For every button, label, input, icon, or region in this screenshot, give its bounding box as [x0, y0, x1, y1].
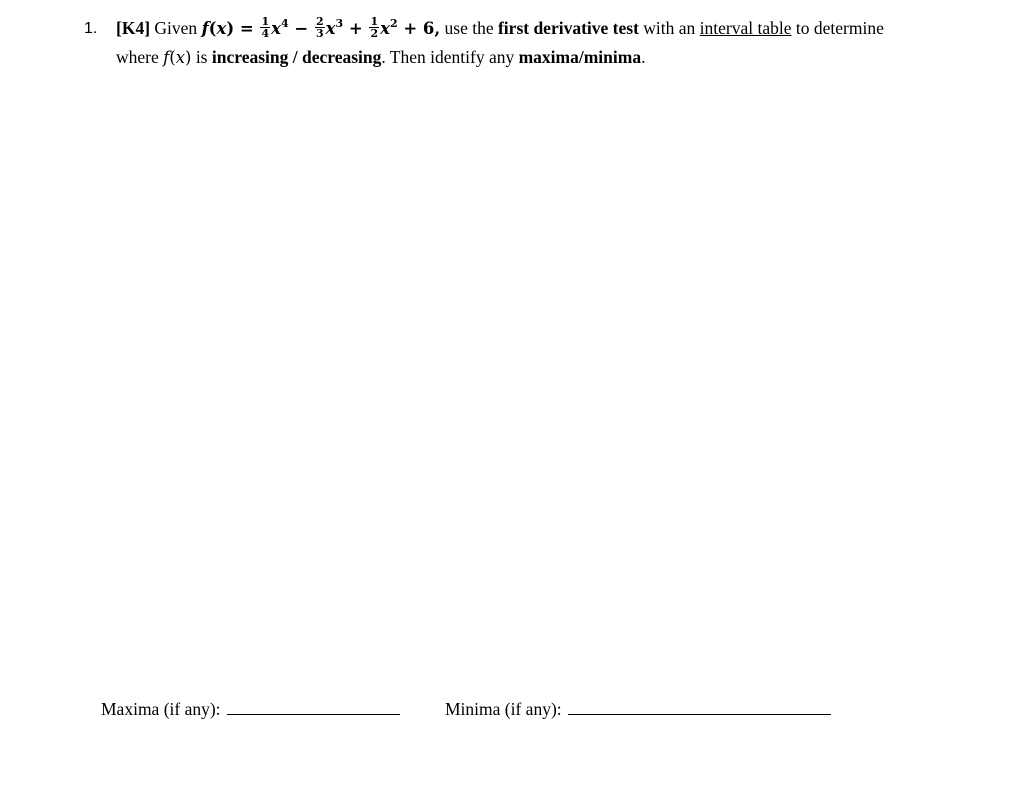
fraction-one-quarter: $\frac{1}{4}$ [261, 15, 270, 40]
maxima-answer-blank[interactable] [227, 698, 400, 715]
to-determine-text: to determine [795, 18, 884, 38]
term3-variable: x [380, 19, 390, 38]
question-code: [K4] [116, 18, 151, 38]
term2-exponent: 3 [335, 17, 344, 30]
function-name: f [201, 19, 209, 38]
where-text: where [116, 47, 159, 67]
fraction-two-thirds: $\frac{2}{3}$ [315, 15, 324, 40]
operator-minus: − [294, 19, 309, 38]
function-variable: x [216, 19, 227, 38]
question-text [116, 14, 984, 72]
operator-plus: + [348, 19, 363, 38]
maxima-label: Maxima (if any): [101, 699, 221, 719]
equals-sign: = [239, 19, 254, 38]
first-derivative-test: first derivative test [497, 18, 639, 38]
given-word: Given [154, 18, 198, 38]
term1-exponent: 4 [280, 17, 289, 30]
question-1 [84, 14, 984, 72]
then-identify-text: . Then identify any [381, 47, 515, 67]
question-number: 1. [84, 20, 98, 37]
function-expression: f(x) = $\frac{1}{4}$ $x^4$ − $\frac{2}{3}$ $x^3$ + $\frac{1}{2}$ $x^2 + 6$, [201, 15, 441, 40]
constant-term: + 6, [403, 19, 441, 38]
interval-table: interval table [699, 18, 792, 38]
maxima-answer [101, 697, 400, 721]
term1-variable: x [271, 19, 281, 38]
maxima-minima: maxima/minima [518, 47, 642, 67]
increasing-decreasing: increasing / decreasing [211, 47, 382, 67]
function-reference: f(x) [163, 48, 192, 67]
is-text: is [195, 47, 208, 67]
with-an-text: with an [643, 18, 696, 38]
minima-label: Minima (if any): [445, 699, 562, 719]
use-the-text: use the [444, 18, 494, 38]
term2-variable: x [325, 19, 336, 38]
term3-exponent: 2 [389, 17, 398, 30]
final-period: . [641, 47, 646, 67]
fraction-one-half: $\frac{1}{2}$ [370, 15, 379, 40]
minima-answer-blank[interactable] [568, 698, 831, 715]
minima-answer [445, 697, 831, 721]
